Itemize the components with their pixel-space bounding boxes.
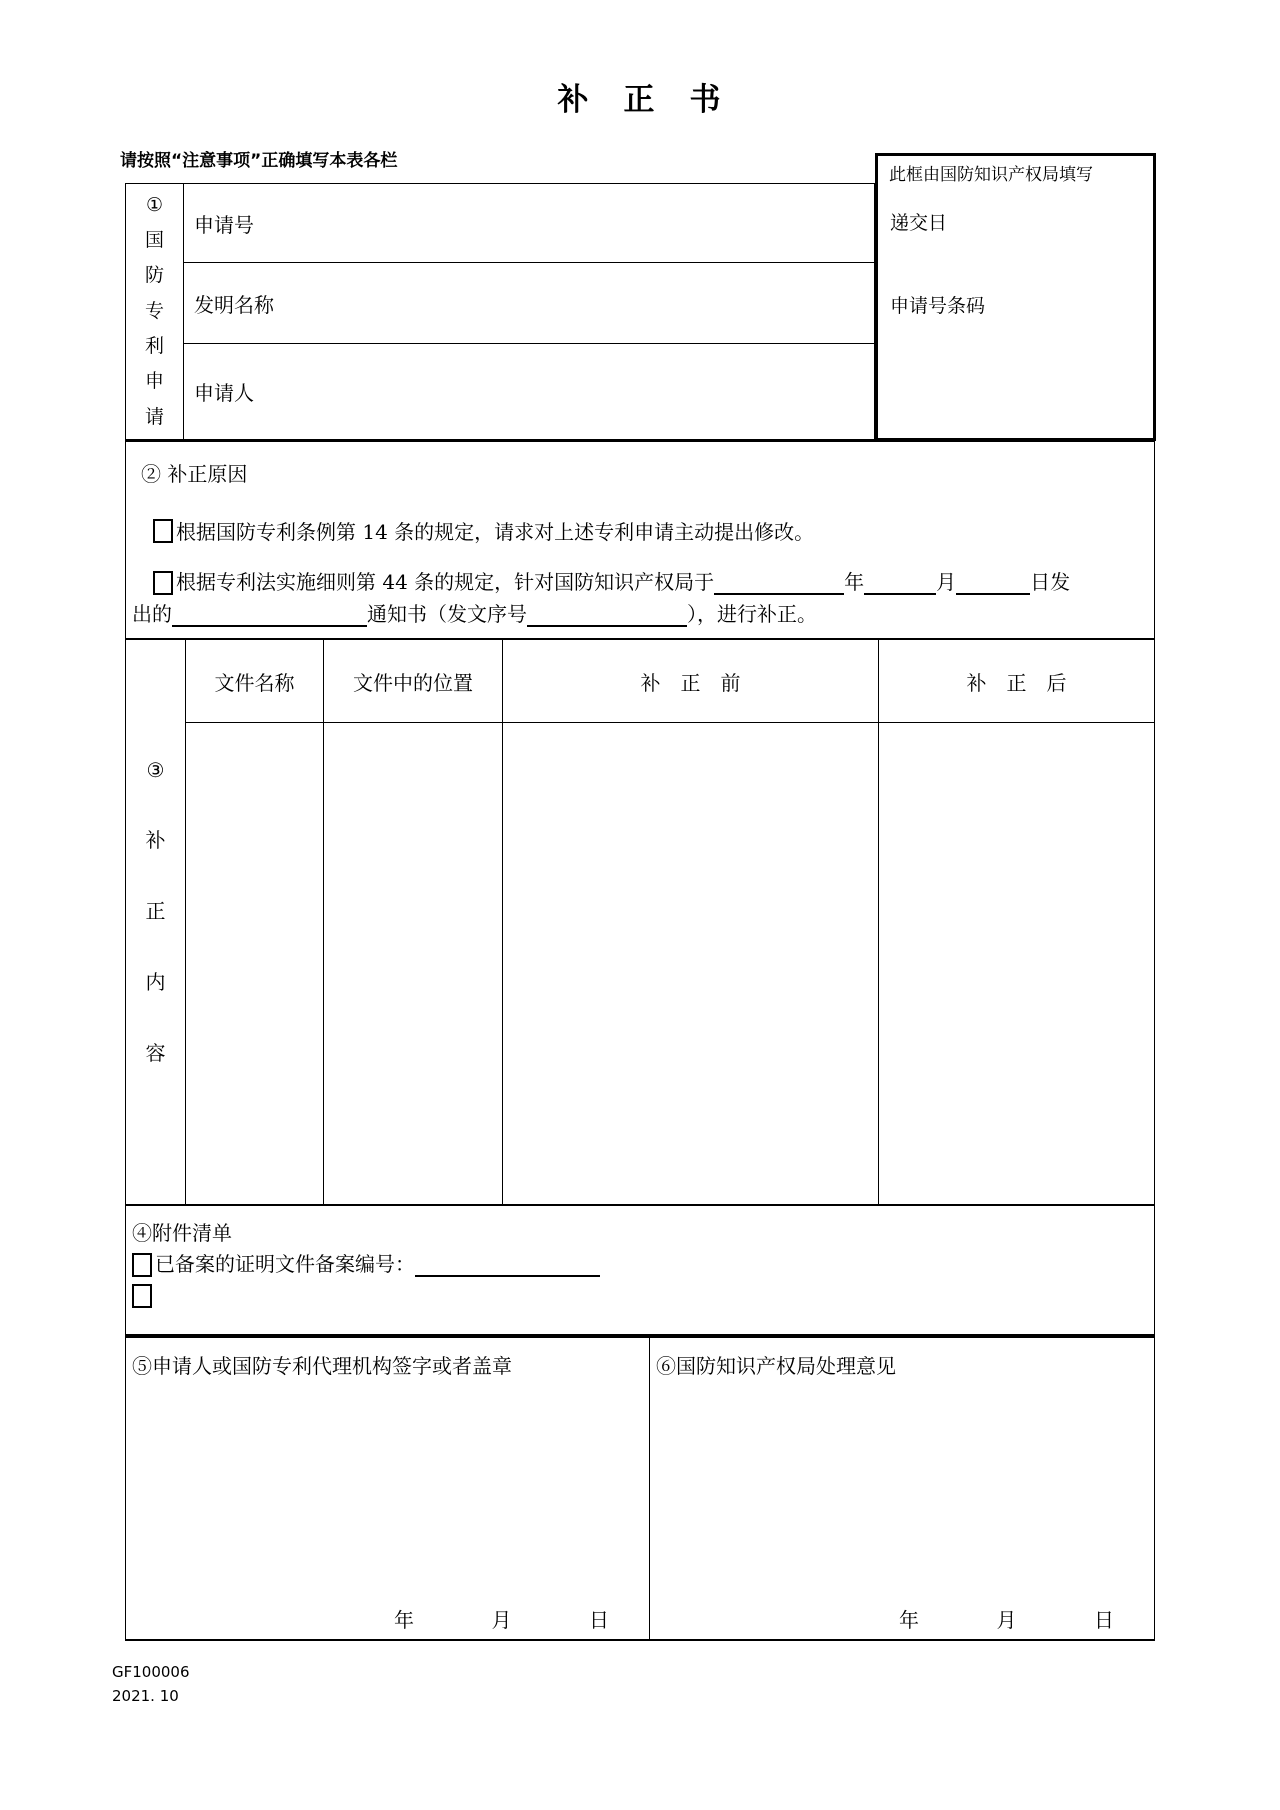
side-char: 补	[145, 828, 166, 852]
applicant-label: 申请人	[194, 381, 254, 405]
header-position: 文件中的位置	[324, 640, 502, 723]
side-char: ③	[146, 758, 165, 782]
form-code: GF100006	[112, 1663, 190, 1681]
application-number-field[interactable]	[254, 184, 874, 262]
section3-side-label	[126, 640, 186, 1204]
section4-box	[125, 1205, 1155, 1335]
section6-cell[interactable]	[650, 1338, 1154, 1639]
notice-month-blank[interactable]	[864, 571, 936, 595]
side-char: 请	[144, 405, 164, 428]
doc-name-column	[186, 640, 324, 1204]
cell-after[interactable]	[879, 723, 1154, 1204]
application-number-label: 申请号	[194, 212, 254, 237]
side-char: 内	[145, 970, 166, 994]
side-char: 申	[144, 370, 164, 393]
form-version: 2021. 10	[112, 1687, 179, 1705]
option2-line2-prefix: 出的	[132, 602, 172, 626]
side-char: 容	[145, 1041, 166, 1065]
option2-row-line2	[132, 598, 817, 627]
section5-heading: ⑤申请人或国防专利代理机构签字或者盖章	[132, 1354, 512, 1378]
section2-box	[125, 440, 1155, 639]
side-char: 专	[144, 299, 164, 322]
official-box-header: 此框由国防知识产权局填写	[889, 165, 1093, 185]
section1-rows	[184, 184, 874, 439]
side-char: ①	[145, 194, 164, 217]
header-after: 补 正 后	[879, 640, 1154, 723]
option2-row	[153, 566, 1070, 595]
option2-line1-prefix: 根据专利法实施细则第 44 条的规定，针对国防知识产权局于	[176, 570, 715, 594]
position-column	[324, 640, 503, 1204]
applicant-row	[184, 344, 874, 439]
section5-cell[interactable]	[126, 1338, 650, 1639]
cell-before[interactable]	[503, 723, 878, 1204]
section1-table	[125, 183, 875, 440]
after-column	[879, 640, 1154, 1204]
form-title: 补 正 书	[557, 82, 723, 118]
side-char: 国	[144, 228, 164, 251]
option1-checkbox[interactable]	[153, 519, 173, 543]
before-column	[503, 640, 879, 1204]
applicant-field[interactable]	[254, 344, 874, 439]
side-char: 正	[145, 899, 166, 923]
notice-serial-blank[interactable]	[527, 603, 687, 627]
attachment1-label: 已备案的证明文件备案编号：	[155, 1252, 415, 1276]
barcode-label: 申请号条码	[890, 295, 986, 317]
form-footer	[112, 1660, 190, 1708]
notice-label: 通知书（发文序号	[367, 602, 527, 626]
section3-table	[125, 639, 1155, 1205]
notice-year-blank[interactable]	[714, 571, 844, 595]
section2-heading: ② 补正原因	[141, 462, 248, 486]
option1-label: 根据国防专利条例第 14 条的规定，请求对上述专利申请主动提出修改。	[176, 520, 815, 544]
section6-heading: ⑥国防知识产权局处理意见	[656, 1354, 896, 1378]
attachment2-checkbox[interactable]	[132, 1284, 152, 1308]
submit-date-label: 递交日	[890, 212, 948, 234]
side-char: 利	[144, 334, 164, 357]
section5-date-row[interactable]	[394, 1604, 609, 1633]
notice-type-blank[interactable]	[172, 603, 367, 627]
month-label: 月	[491, 1608, 512, 1632]
option2-line2-suffix: ），进行补正。	[687, 602, 817, 626]
option1-row	[153, 516, 814, 545]
invention-title-field[interactable]	[274, 263, 874, 343]
invention-title-row	[184, 263, 874, 344]
year-label: 年	[899, 1608, 919, 1632]
cell-position[interactable]	[324, 723, 502, 1204]
month-label: 月	[936, 570, 957, 594]
side-char: 防	[144, 264, 164, 287]
official-use-box	[875, 153, 1156, 441]
invention-title-label: 发明名称	[194, 292, 274, 317]
month-label: 月	[996, 1608, 1017, 1632]
header-before: 补 正 前	[503, 640, 878, 723]
day-label: 日发	[1030, 570, 1071, 594]
record-number-blank[interactable]	[415, 1253, 600, 1277]
attachment2-row	[132, 1284, 155, 1313]
header-doc-name: 文件名称	[186, 640, 323, 723]
attachment1-checkbox[interactable]	[132, 1253, 152, 1277]
day-label: 日	[589, 1608, 609, 1632]
instruction-note: 请按照“注意事项”正确填写本表各栏	[120, 151, 398, 171]
option2-checkbox[interactable]	[153, 571, 173, 595]
section5-6-table	[125, 1335, 1155, 1641]
section4-heading: ④附件清单	[132, 1221, 232, 1245]
year-label: 年	[394, 1608, 414, 1632]
day-label: 日	[1094, 1608, 1114, 1632]
year-label: 年	[844, 570, 865, 594]
notice-day-blank[interactable]	[956, 571, 1030, 595]
application-number-row	[184, 184, 874, 263]
section1-side-label	[126, 184, 184, 439]
attachment1-row	[132, 1248, 600, 1277]
section6-date-row[interactable]	[899, 1604, 1114, 1633]
cell-doc-name[interactable]	[186, 723, 323, 1204]
